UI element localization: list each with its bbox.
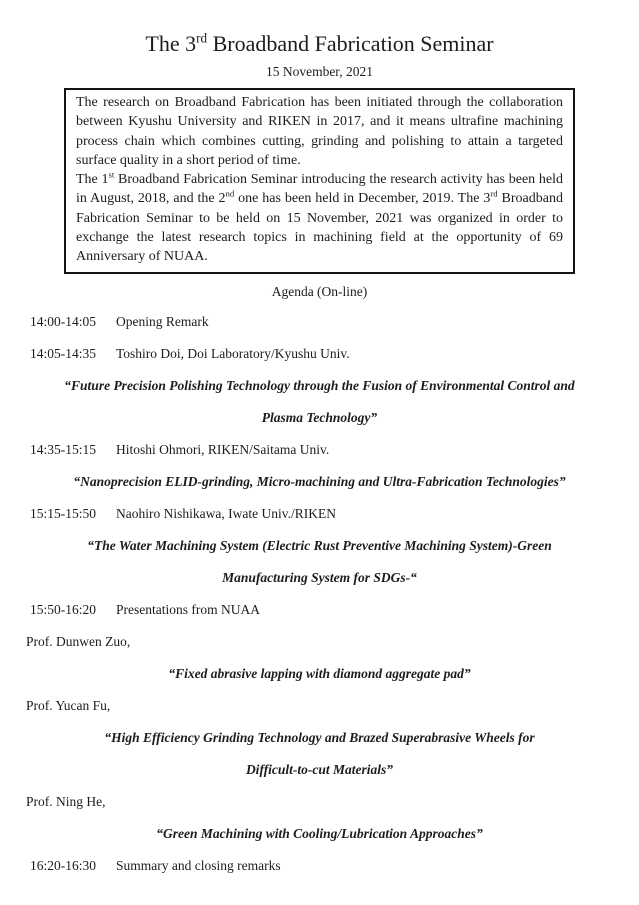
agenda-item-text: Summary and closing remarks (116, 857, 281, 873)
agenda-item-text: Naohiro Nishikawa, Iwate Univ./RIKEN (116, 505, 336, 521)
agenda-time-row (0, 594, 639, 626)
talk-title-line: “Fixed abrasive lapping with diamond aggregate pad” (168, 665, 471, 681)
talk-title-line: “High Efficiency Grinding Technology and Brazed Superabrasive Wheels for (104, 729, 535, 745)
agenda-time: 15:50-16:20 (30, 601, 96, 617)
agenda-time: 14:35-15:15 (30, 441, 96, 457)
agenda-time-row (0, 338, 639, 370)
agenda-item-text: Toshiro Doi, Doi Laboratory/Kyushu Univ. (116, 345, 350, 361)
agenda-time-row (0, 306, 639, 338)
intro-paragraph-1: The research on Broadband Fabrication has been initiated through the collaboration between Kyushu University and RIKEN in 2017, and it means ultrafine machining process chain which combines cutting, grinding and polishing to attain a targeted surface quality in a short period of time. (76, 95, 563, 168)
agenda-time: 14:00-14:05 (30, 313, 96, 329)
page-title-ordinal-suffix: rd (196, 30, 208, 46)
talk-title-line: Difficult-to-cut Materials” (245, 761, 394, 777)
agenda-time-row (0, 498, 639, 530)
agenda-time-row (0, 850, 639, 882)
intro-paragraph-2 (76, 170, 563, 266)
agenda-list (0, 306, 639, 882)
intro-paragraph-2-text: one has been held in December, 2019. The 3 (234, 191, 491, 207)
agenda-time: 16:20-16:30 (30, 857, 96, 873)
talk-title-line: Plasma Technology” (261, 409, 378, 425)
agenda-time: 15:15-15:50 (30, 505, 96, 521)
speaker-name: Prof. Ning He, (26, 793, 106, 809)
agenda-item-text: Presentations from NUAA (116, 601, 260, 617)
ordinal-superscript: st (108, 169, 115, 180)
agenda-item-text: Hitoshi Ohmori, RIKEN/Saitama Univ. (116, 441, 330, 457)
page-title-prefix: The 3 (145, 31, 197, 56)
page-title (0, 0, 639, 58)
speaker-name: Prof. Yucan Fu, (26, 697, 111, 713)
talk-title-line: Manufacturing System for SDGs-“ (222, 569, 417, 585)
talk-title-line: “The Water Machining System (Electric Rust Preventive Machining System)-Green (87, 537, 552, 553)
intro-paragraph-2-text: Broadband Fabrication Seminar to be held on 15 November, 2021 was organized in order to exchange the latest research topics in machining field at the opportunity of 69 Anniversary of NUAA. (76, 191, 563, 265)
page-title-suffix: Broadband Fabrication Seminar (207, 31, 494, 56)
talk-title-line: “Nanoprecision ELID-grinding, Micro-machining and Ultra-Fabrication Technologies” (73, 473, 566, 489)
seminar-date: 15 November, 2021 (265, 64, 374, 79)
agenda-time: 14:05-14:35 (30, 345, 96, 361)
agenda-heading: Agenda (On-line) (271, 283, 368, 299)
intro-paragraph-2-text: Broadband Fabrication Seminar introducing the research activity has been held in August, 2018, and the 2 (76, 172, 563, 207)
talk-title-line: “Future Precision Polishing Technology through the Fusion of Environmental Control and (64, 377, 575, 393)
talk-title-line: “Green Machining with Cooling/Lubrication Approaches” (156, 825, 483, 841)
agenda-time-row (0, 434, 639, 466)
intro-paragraph-2-text: The 1 (76, 172, 109, 188)
ordinal-superscript: nd (225, 188, 235, 199)
agenda-item-text: Opening Remark (116, 313, 209, 329)
intro-box (64, 88, 575, 274)
speaker-name: Prof. Dunwen Zuo, (26, 633, 131, 649)
ordinal-superscript: rd (490, 188, 498, 199)
